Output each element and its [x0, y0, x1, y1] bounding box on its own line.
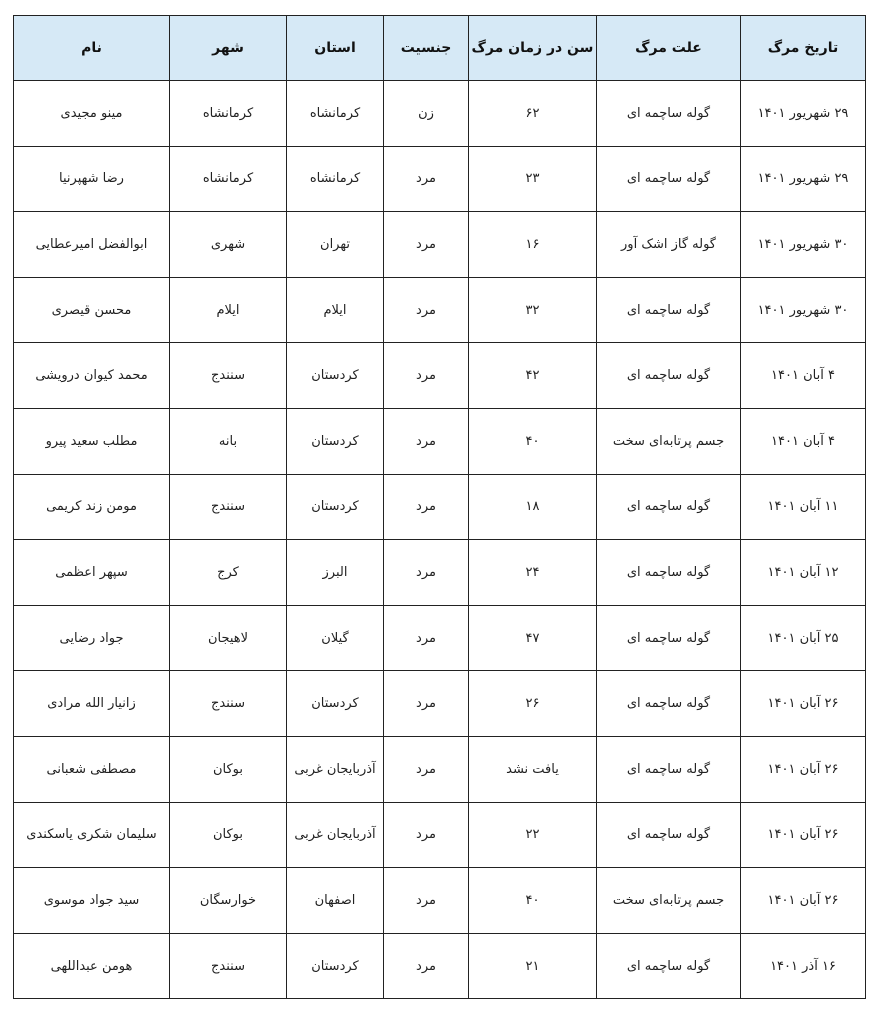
cell-cause: گوله گاز اشک آور [597, 212, 741, 278]
cell-name: جواد رضایی [14, 605, 170, 671]
cell-province: آذربایجان غربی [287, 736, 384, 802]
cell-age: ۴۰ [469, 408, 597, 474]
cell-gender: مرد [384, 605, 469, 671]
cell-city: کرمانشاه [170, 146, 287, 212]
cell-province: گیلان [287, 605, 384, 671]
header-province: استان [287, 16, 384, 81]
cell-city: لاهیجان [170, 605, 287, 671]
cell-cause: گوله ساچمه ای [597, 605, 741, 671]
cell-gender: مرد [384, 212, 469, 278]
cell-province: کردستان [287, 474, 384, 540]
cell-province: البرز [287, 540, 384, 606]
cell-date: ۲۶ آبان ۱۴۰۱ [741, 671, 866, 737]
cell-province: تهران [287, 212, 384, 278]
cell-city: بوکان [170, 802, 287, 868]
cell-city: سنندج [170, 933, 287, 999]
cell-date: ۱۱ آبان ۱۴۰۱ [741, 474, 866, 540]
cell-age: ۴۲ [469, 343, 597, 409]
table-body [14, 81, 866, 999]
cell-gender: مرد [384, 146, 469, 212]
cell-age: ۴۰ [469, 868, 597, 934]
cell-name: سلیمان شکری یاسکندی [14, 802, 170, 868]
cell-name: مینو مجیدی [14, 81, 170, 147]
cell-cause: گوله ساچمه ای [597, 540, 741, 606]
cell-gender: مرد [384, 540, 469, 606]
cell-city: کرج [170, 540, 287, 606]
cell-date: ۲۹ شهریور ۱۴۰۱ [741, 146, 866, 212]
cell-cause: جسم پرتابه‌ای سخت [597, 868, 741, 934]
cell-province: کرمانشاه [287, 146, 384, 212]
cell-province: کرمانشاه [287, 81, 384, 147]
header-city: شهر [170, 16, 287, 81]
table-row [14, 408, 866, 474]
cell-city: ایلام [170, 277, 287, 343]
cell-cause: گوله ساچمه ای [597, 671, 741, 737]
cell-cause: گوله ساچمه ای [597, 146, 741, 212]
cell-name: محسن قیصری [14, 277, 170, 343]
header-cause: علت مرگ [597, 16, 741, 81]
cell-cause: جسم پرتابه‌ای سخت [597, 408, 741, 474]
header-gender: جنسیت [384, 16, 469, 81]
cell-province: اصفهان [287, 868, 384, 934]
cell-name: سپهر اعظمی [14, 540, 170, 606]
header-age: سن در زمان مرگ [469, 16, 597, 81]
deaths-table [13, 15, 866, 999]
cell-gender: مرد [384, 408, 469, 474]
cell-cause: گوله ساچمه ای [597, 277, 741, 343]
cell-age: ۲۶ [469, 671, 597, 737]
table-row [14, 81, 866, 147]
cell-cause: گوله ساچمه ای [597, 343, 741, 409]
table-row [14, 277, 866, 343]
table-row [14, 868, 866, 934]
table-row [14, 212, 866, 278]
cell-age: ۱۸ [469, 474, 597, 540]
table-row [14, 671, 866, 737]
cell-gender: زن [384, 81, 469, 147]
cell-date: ۲۶ آبان ۱۴۰۱ [741, 802, 866, 868]
cell-age: ۲۳ [469, 146, 597, 212]
cell-age: ۶۲ [469, 81, 597, 147]
cell-name: رضا شهپرنیا [14, 146, 170, 212]
cell-province: آذربایجان غربی [287, 802, 384, 868]
deaths-table-container [13, 15, 865, 999]
cell-gender: مرد [384, 343, 469, 409]
cell-name: مطلب سعید پیرو [14, 408, 170, 474]
cell-province: کردستان [287, 343, 384, 409]
cell-age: ۳۲ [469, 277, 597, 343]
cell-city: بوکان [170, 736, 287, 802]
cell-name: زانیار الله مرادی [14, 671, 170, 737]
table-row [14, 540, 866, 606]
cell-date: ۳۰ شهریور ۱۴۰۱ [741, 212, 866, 278]
table-row [14, 802, 866, 868]
header-row [14, 16, 866, 81]
cell-date: ۱۶ آذر ۱۴۰۱ [741, 933, 866, 999]
cell-name: مصطفی شعبانی [14, 736, 170, 802]
table-row [14, 933, 866, 999]
cell-date: ۳۰ شهریور ۱۴۰۱ [741, 277, 866, 343]
cell-name: هومن عبداللهی [14, 933, 170, 999]
cell-date: ۲۶ آبان ۱۴۰۱ [741, 868, 866, 934]
table-row [14, 474, 866, 540]
cell-date: ۲۵ آبان ۱۴۰۱ [741, 605, 866, 671]
cell-cause: گوله ساچمه ای [597, 933, 741, 999]
cell-city: شهری [170, 212, 287, 278]
header-name: نام [14, 16, 170, 81]
cell-province: کردستان [287, 408, 384, 474]
cell-city: کرمانشاه [170, 81, 287, 147]
cell-province: کردستان [287, 933, 384, 999]
cell-date: ۱۲ آبان ۱۴۰۱ [741, 540, 866, 606]
cell-date: ۲۶ آبان ۱۴۰۱ [741, 736, 866, 802]
cell-gender: مرد [384, 868, 469, 934]
table-row [14, 736, 866, 802]
cell-city: خوارسگان [170, 868, 287, 934]
cell-gender: مرد [384, 736, 469, 802]
cell-city: سنندج [170, 671, 287, 737]
cell-province: ایلام [287, 277, 384, 343]
cell-age: ۱۶ [469, 212, 597, 278]
cell-age: ۲۲ [469, 802, 597, 868]
cell-age: یافت نشد [469, 736, 597, 802]
cell-cause: گوله ساچمه ای [597, 474, 741, 540]
cell-province: کردستان [287, 671, 384, 737]
cell-cause: گوله ساچمه ای [597, 81, 741, 147]
cell-gender: مرد [384, 474, 469, 540]
cell-gender: مرد [384, 671, 469, 737]
cell-city: بانه [170, 408, 287, 474]
cell-city: سنندج [170, 474, 287, 540]
cell-age: ۲۱ [469, 933, 597, 999]
header-date: تاریخ مرگ [741, 16, 866, 81]
cell-date: ۴ آبان ۱۴۰۱ [741, 408, 866, 474]
cell-name: مومن زند کریمی [14, 474, 170, 540]
table-row [14, 146, 866, 212]
cell-name: سید جواد موسوی [14, 868, 170, 934]
cell-name: محمد کیوان درویشی [14, 343, 170, 409]
cell-age: ۴۷ [469, 605, 597, 671]
cell-gender: مرد [384, 933, 469, 999]
cell-cause: گوله ساچمه ای [597, 736, 741, 802]
table-row [14, 343, 866, 409]
cell-gender: مرد [384, 277, 469, 343]
cell-gender: مرد [384, 802, 469, 868]
cell-age: ۲۴ [469, 540, 597, 606]
cell-name: ابوالفضل امیرعطایی [14, 212, 170, 278]
cell-city: سنندج [170, 343, 287, 409]
cell-date: ۴ آبان ۱۴۰۱ [741, 343, 866, 409]
cell-cause: گوله ساچمه ای [597, 802, 741, 868]
cell-date: ۲۹ شهریور ۱۴۰۱ [741, 81, 866, 147]
table-row [14, 605, 866, 671]
